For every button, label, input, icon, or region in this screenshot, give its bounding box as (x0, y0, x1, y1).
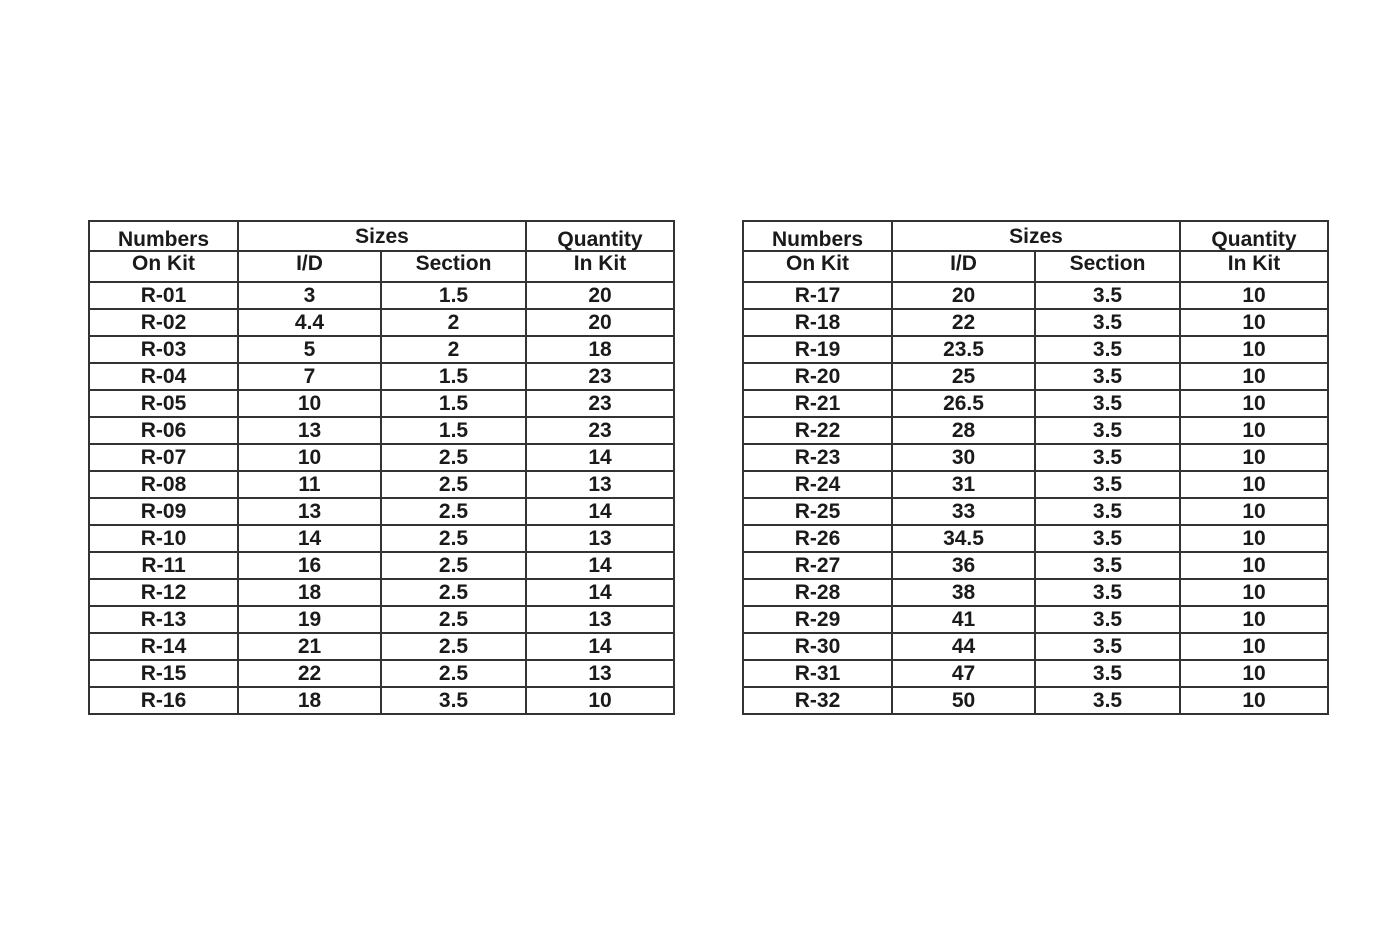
section-cell: 2.5 (381, 471, 526, 498)
in-kit-header: In Kit (526, 251, 674, 282)
id-cell: 23.5 (892, 336, 1035, 363)
quantity-cell: 10 (1180, 390, 1328, 417)
table-row (743, 282, 1328, 309)
part-number-cell: R-10 (89, 525, 238, 552)
id-cell: 7 (238, 363, 381, 390)
table-row (89, 390, 674, 417)
id-header: I/D (892, 251, 1035, 282)
section-cell: 3.5 (1035, 309, 1180, 336)
section-cell: 3.5 (1035, 363, 1180, 390)
table-row (89, 471, 674, 498)
quantity-cell: 10 (1180, 633, 1328, 660)
id-cell: 19 (238, 606, 381, 633)
id-cell: 18 (238, 687, 381, 714)
section-cell: 2.5 (381, 633, 526, 660)
table-row (89, 309, 674, 336)
id-cell: 33 (892, 498, 1035, 525)
part-number-cell: R-31 (743, 660, 892, 687)
quantity-cell: 10 (1180, 660, 1328, 687)
id-cell: 36 (892, 552, 1035, 579)
id-cell: 38 (892, 579, 1035, 606)
table-row (89, 633, 674, 660)
quantity-cell: 13 (526, 471, 674, 498)
part-number-cell: R-22 (743, 417, 892, 444)
part-number-cell: R-01 (89, 282, 238, 309)
quantity-cell: 10 (1180, 417, 1328, 444)
quantity-cell: 10 (1180, 363, 1328, 390)
section-cell: 3.5 (1035, 471, 1180, 498)
table-row (743, 363, 1328, 390)
table-header (89, 221, 674, 282)
part-number-cell: R-11 (89, 552, 238, 579)
part-number-cell: R-15 (89, 660, 238, 687)
table-row (89, 525, 674, 552)
part-number-cell: R-21 (743, 390, 892, 417)
quantity-cell: 10 (1180, 444, 1328, 471)
id-cell: 25 (892, 363, 1035, 390)
id-cell: 3 (238, 282, 381, 309)
section-cell: 3.5 (1035, 687, 1180, 714)
quantity-cell: 10 (1180, 471, 1328, 498)
table-row (89, 363, 674, 390)
id-cell: 31 (892, 471, 1035, 498)
table-row (743, 390, 1328, 417)
section-cell: 3.5 (1035, 525, 1180, 552)
part-number-cell: R-30 (743, 633, 892, 660)
id-cell: 10 (238, 390, 381, 417)
quantity-cell: 10 (1180, 687, 1328, 714)
quantity-cell: 23 (526, 363, 674, 390)
section-cell: 2.5 (381, 444, 526, 471)
id-cell: 50 (892, 687, 1035, 714)
quantity-cell: 14 (526, 552, 674, 579)
quantity-cell: 10 (1180, 336, 1328, 363)
quantity-cell: 14 (526, 444, 674, 471)
section-cell: 3.5 (1035, 282, 1180, 309)
sizes-header: Sizes (238, 221, 526, 251)
part-number-cell: R-07 (89, 444, 238, 471)
section-cell: 2 (381, 309, 526, 336)
table-row (743, 525, 1328, 552)
section-cell: 3.5 (381, 687, 526, 714)
id-cell: 14 (238, 525, 381, 552)
section-cell: 3.5 (1035, 660, 1180, 687)
part-number-cell: R-29 (743, 606, 892, 633)
quantity-cell: 10 (1180, 552, 1328, 579)
table-row (89, 552, 674, 579)
kit-table-left (88, 220, 675, 715)
in-kit-header: In Kit (1180, 251, 1328, 282)
quantity-cell: 10 (1180, 498, 1328, 525)
part-number-cell: R-24 (743, 471, 892, 498)
quantity-cell: 10 (526, 687, 674, 714)
quantity-cell: 13 (526, 606, 674, 633)
part-number-cell: R-08 (89, 471, 238, 498)
table-row (743, 498, 1328, 525)
quantity-cell: 13 (526, 525, 674, 552)
quantity-cell: 10 (1180, 525, 1328, 552)
id-cell: 30 (892, 444, 1035, 471)
quantity-cell: 10 (1180, 606, 1328, 633)
section-cell: 2.5 (381, 498, 526, 525)
section-cell: 3.5 (1035, 579, 1180, 606)
id-cell: 13 (238, 498, 381, 525)
id-cell: 22 (238, 660, 381, 687)
section-cell: 3.5 (1035, 444, 1180, 471)
section-header: Section (1035, 251, 1180, 282)
section-cell: 2 (381, 336, 526, 363)
part-number-cell: R-32 (743, 687, 892, 714)
table-row (89, 687, 674, 714)
id-cell: 4.4 (238, 309, 381, 336)
part-number-cell: R-13 (89, 606, 238, 633)
table-row (89, 282, 674, 309)
id-cell: 11 (238, 471, 381, 498)
table-body (743, 282, 1328, 714)
id-cell: 5 (238, 336, 381, 363)
table-row (89, 660, 674, 687)
quantity-header: Quantity (1180, 221, 1328, 251)
part-number-cell: R-04 (89, 363, 238, 390)
section-cell: 3.5 (1035, 390, 1180, 417)
part-number-cell: R-28 (743, 579, 892, 606)
part-number-cell: R-16 (89, 687, 238, 714)
id-cell: 16 (238, 552, 381, 579)
part-number-cell: R-23 (743, 444, 892, 471)
table-row (743, 687, 1328, 714)
id-cell: 18 (238, 579, 381, 606)
id-cell: 34.5 (892, 525, 1035, 552)
table-row (743, 309, 1328, 336)
id-cell: 20 (892, 282, 1035, 309)
section-cell: 3.5 (1035, 633, 1180, 660)
section-cell: 3.5 (1035, 498, 1180, 525)
numbers-header: Numbers (89, 221, 238, 251)
part-number-cell: R-09 (89, 498, 238, 525)
part-number-cell: R-20 (743, 363, 892, 390)
table-body (89, 282, 674, 714)
table-row (743, 471, 1328, 498)
table-row (743, 606, 1328, 633)
table-row (89, 417, 674, 444)
id-cell: 22 (892, 309, 1035, 336)
quantity-cell: 13 (526, 660, 674, 687)
id-cell: 44 (892, 633, 1035, 660)
section-cell: 1.5 (381, 417, 526, 444)
table-header (743, 221, 1328, 282)
part-number-cell: R-27 (743, 552, 892, 579)
table-row (89, 579, 674, 606)
section-cell: 2.5 (381, 606, 526, 633)
table-row (743, 579, 1328, 606)
id-header: I/D (238, 251, 381, 282)
table-row (89, 498, 674, 525)
quantity-cell: 20 (526, 309, 674, 336)
section-cell: 3.5 (1035, 606, 1180, 633)
quantity-cell: 10 (1180, 309, 1328, 336)
section-cell: 2.5 (381, 660, 526, 687)
numbers-header: Numbers (743, 221, 892, 251)
table-row (89, 444, 674, 471)
part-number-cell: R-26 (743, 525, 892, 552)
section-cell: 1.5 (381, 282, 526, 309)
part-number-cell: R-17 (743, 282, 892, 309)
quantity-cell: 23 (526, 417, 674, 444)
quantity-cell: 14 (526, 498, 674, 525)
part-number-cell: R-18 (743, 309, 892, 336)
quantity-cell: 14 (526, 633, 674, 660)
table-row (743, 336, 1328, 363)
part-number-cell: R-14 (89, 633, 238, 660)
part-number-cell: R-03 (89, 336, 238, 363)
section-cell: 3.5 (1035, 417, 1180, 444)
quantity-cell: 14 (526, 579, 674, 606)
part-number-cell: R-06 (89, 417, 238, 444)
table-row (89, 606, 674, 633)
part-number-cell: R-05 (89, 390, 238, 417)
quantity-cell: 18 (526, 336, 674, 363)
table-row (89, 336, 674, 363)
on-kit-header: On Kit (89, 251, 238, 282)
quantity-cell: 10 (1180, 579, 1328, 606)
table-row (743, 417, 1328, 444)
section-cell: 3.5 (1035, 552, 1180, 579)
quantity-cell: 23 (526, 390, 674, 417)
part-number-cell: R-25 (743, 498, 892, 525)
id-cell: 28 (892, 417, 1035, 444)
table-row (743, 444, 1328, 471)
quantity-header: Quantity (526, 221, 674, 251)
part-number-cell: R-19 (743, 336, 892, 363)
section-cell: 1.5 (381, 363, 526, 390)
table-row (743, 552, 1328, 579)
section-cell: 1.5 (381, 390, 526, 417)
kit-table-right (742, 220, 1329, 715)
id-cell: 21 (238, 633, 381, 660)
id-cell: 26.5 (892, 390, 1035, 417)
part-number-cell: R-12 (89, 579, 238, 606)
table-row (743, 633, 1328, 660)
section-cell: 3.5 (1035, 336, 1180, 363)
id-cell: 10 (238, 444, 381, 471)
table-row (743, 660, 1328, 687)
section-cell: 2.5 (381, 552, 526, 579)
quantity-cell: 20 (526, 282, 674, 309)
section-header: Section (381, 251, 526, 282)
part-number-cell: R-02 (89, 309, 238, 336)
section-cell: 2.5 (381, 525, 526, 552)
id-cell: 13 (238, 417, 381, 444)
sizes-header: Sizes (892, 221, 1180, 251)
id-cell: 41 (892, 606, 1035, 633)
id-cell: 47 (892, 660, 1035, 687)
quantity-cell: 10 (1180, 282, 1328, 309)
on-kit-header: On Kit (743, 251, 892, 282)
section-cell: 2.5 (381, 579, 526, 606)
